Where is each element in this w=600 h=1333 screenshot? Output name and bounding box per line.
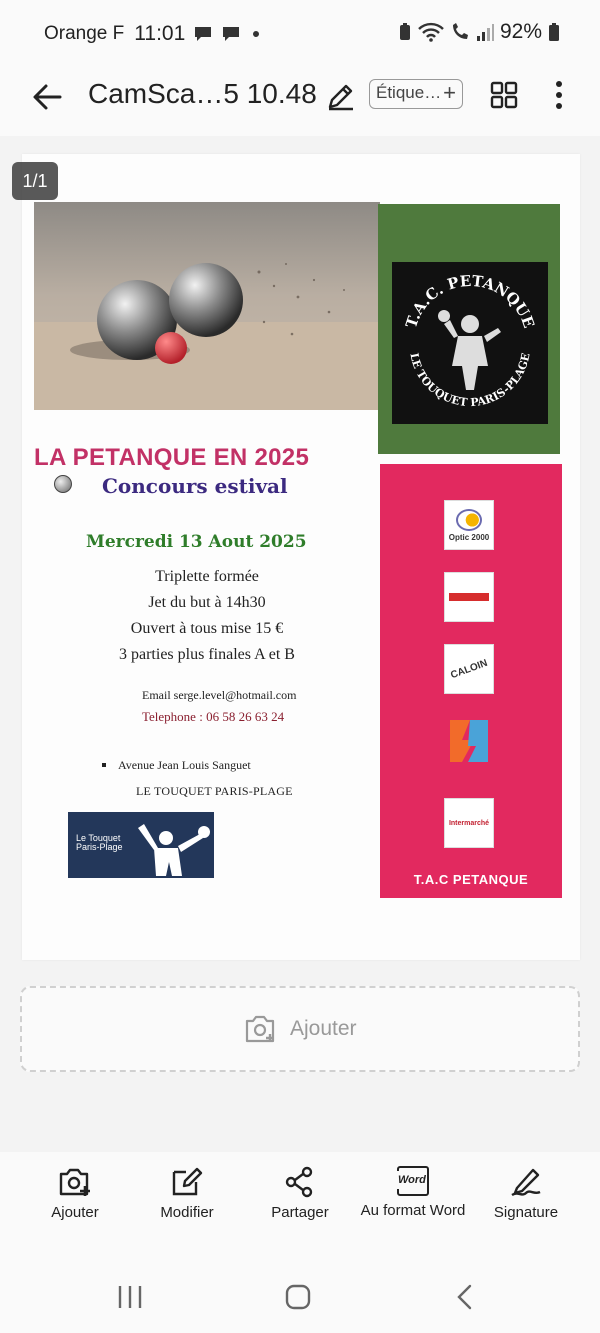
caloin-logo-text: CALOIN: [449, 657, 489, 681]
club-logo-top-text: T.A.C. PETANQUE: [402, 271, 538, 331]
toolbar-share-button[interactable]: [245, 1166, 355, 1222]
sponsor-intermarche-logo: [444, 798, 494, 848]
app-bar: [0, 68, 600, 136]
status-bar: [0, 0, 600, 68]
chat-bubble-icon: [193, 25, 213, 43]
event-city: LE TOUQUET PARIS-PLAGE: [136, 784, 293, 798]
detail-line: Ouvert à tous mise 15 €: [130, 620, 284, 637]
bullet-icon: [102, 763, 106, 767]
tag-button[interactable]: [369, 79, 463, 109]
plus-icon: +: [443, 80, 456, 105]
recent-apps-icon[interactable]: [116, 1284, 144, 1310]
home-icon[interactable]: [284, 1284, 312, 1310]
back-arrow-icon[interactable]: [30, 80, 64, 114]
player-silhouette-icon: [438, 310, 501, 390]
signal-icon: [476, 23, 494, 41]
city-logo-silhouette-icon: [124, 816, 214, 878]
toolbar-signature-label: Signature: [493, 1204, 559, 1221]
toolbar-edit-label: Modifier: [160, 1204, 214, 1221]
bottom-toolbar: [0, 1152, 600, 1264]
petanque-photo: [34, 202, 380, 410]
toolbar-add-label: Ajouter: [51, 1204, 99, 1221]
share-icon: [283, 1166, 317, 1198]
club-logo-panel: [378, 204, 560, 454]
toolbar-share-label: Partager: [271, 1204, 329, 1221]
boules-image: [34, 202, 380, 410]
intermarche-logo-text: Intermarché: [448, 819, 490, 827]
system-nav-bar: [0, 1264, 600, 1333]
more-options-icon[interactable]: [548, 78, 570, 112]
gb-logo-icon: [446, 716, 492, 766]
toolbar-edit-button[interactable]: [132, 1166, 242, 1222]
tag-label: Étique…: [376, 83, 442, 102]
toolbar-word-label: Au format Word: [360, 1202, 466, 1219]
sponsor-optic-logo: [444, 500, 494, 550]
nav-back-icon[interactable]: [454, 1284, 478, 1310]
battery-icon: [548, 22, 560, 42]
optic-logo-text: Optic 2000: [448, 532, 490, 542]
contact-email: Email serge.level@hotmail.com: [142, 688, 297, 702]
club-logo-graphic: [392, 262, 548, 424]
add-page-button[interactable]: [244, 1014, 357, 1044]
city-logo: [68, 812, 214, 878]
wifi-calling-icon: [450, 22, 470, 42]
add-page-area[interactable]: [20, 986, 580, 1072]
toolbar-signature-button[interactable]: [471, 1166, 581, 1222]
battery-percent: 92%: [499, 20, 542, 43]
clock: 11:01: [134, 22, 186, 45]
grid-view-icon[interactable]: [489, 80, 519, 110]
document-canvas[interactable]: [0, 136, 600, 1152]
flyer-headline: LA PETANQUE EN 2025: [34, 444, 310, 471]
event-details: [34, 564, 380, 668]
sponsor-gb-logo: [444, 716, 494, 766]
word-icon: [397, 1166, 429, 1196]
status-right: [398, 20, 560, 44]
word-icon-text: Word: [397, 1171, 427, 1189]
address-text: Avenue Jean Louis Sanguet: [118, 758, 251, 772]
detail-line: 3 parties plus finales A et B: [119, 646, 295, 663]
city-logo-line: Le Touquet: [76, 833, 121, 843]
signature-icon: [509, 1166, 543, 1198]
optic-logo-icon: [456, 509, 482, 531]
sponsors-panel: [380, 464, 562, 898]
city-logo-line: Paris-Plage: [76, 842, 123, 852]
boule-icon: [54, 475, 72, 493]
detail-line: Triplette formée: [155, 568, 259, 585]
detail-line: Jet du but à 14h30: [148, 594, 266, 611]
wifi-icon: [418, 22, 444, 42]
toolbar-add-button[interactable]: [20, 1166, 130, 1222]
sponsor-logo-2: [444, 572, 494, 622]
event-address: [118, 758, 251, 773]
scanned-page[interactable]: [22, 154, 580, 960]
add-photo-icon: [58, 1166, 92, 1198]
battery-saver-icon: [398, 22, 412, 42]
club-logo-bottom-text: LE TOUQUET PARIS-PLAGE: [407, 351, 533, 410]
toolbar-word-button[interactable]: [358, 1166, 468, 1220]
add-page-label: Ajouter: [290, 1017, 357, 1040]
page-indicator: 1/1: [12, 162, 58, 200]
club-logo: [392, 262, 548, 424]
contact-phone: Telephone : 06 58 26 63 24: [142, 709, 285, 724]
status-left: [44, 22, 259, 46]
event-date: Mercredi 13 Aout 2025: [86, 532, 307, 552]
city-logo-text: [76, 834, 123, 852]
edit-title-icon[interactable]: [325, 80, 357, 112]
edit-icon: [170, 1166, 204, 1198]
chat-bubble-icon: [221, 25, 241, 43]
sponsor-footer: T.A.C PETANQUE: [413, 872, 529, 887]
sponsor-caloin-logo: [444, 644, 494, 694]
add-photo-icon: [244, 1014, 276, 1044]
sponsor-logo-2-bar-icon: [449, 593, 489, 601]
document-title[interactable]: CamSca…5 10.48: [88, 78, 317, 109]
notification-dot-icon: [253, 31, 259, 37]
flyer-subtitle: Concours estival: [102, 474, 288, 498]
carrier-name: Orange F: [44, 23, 125, 44]
